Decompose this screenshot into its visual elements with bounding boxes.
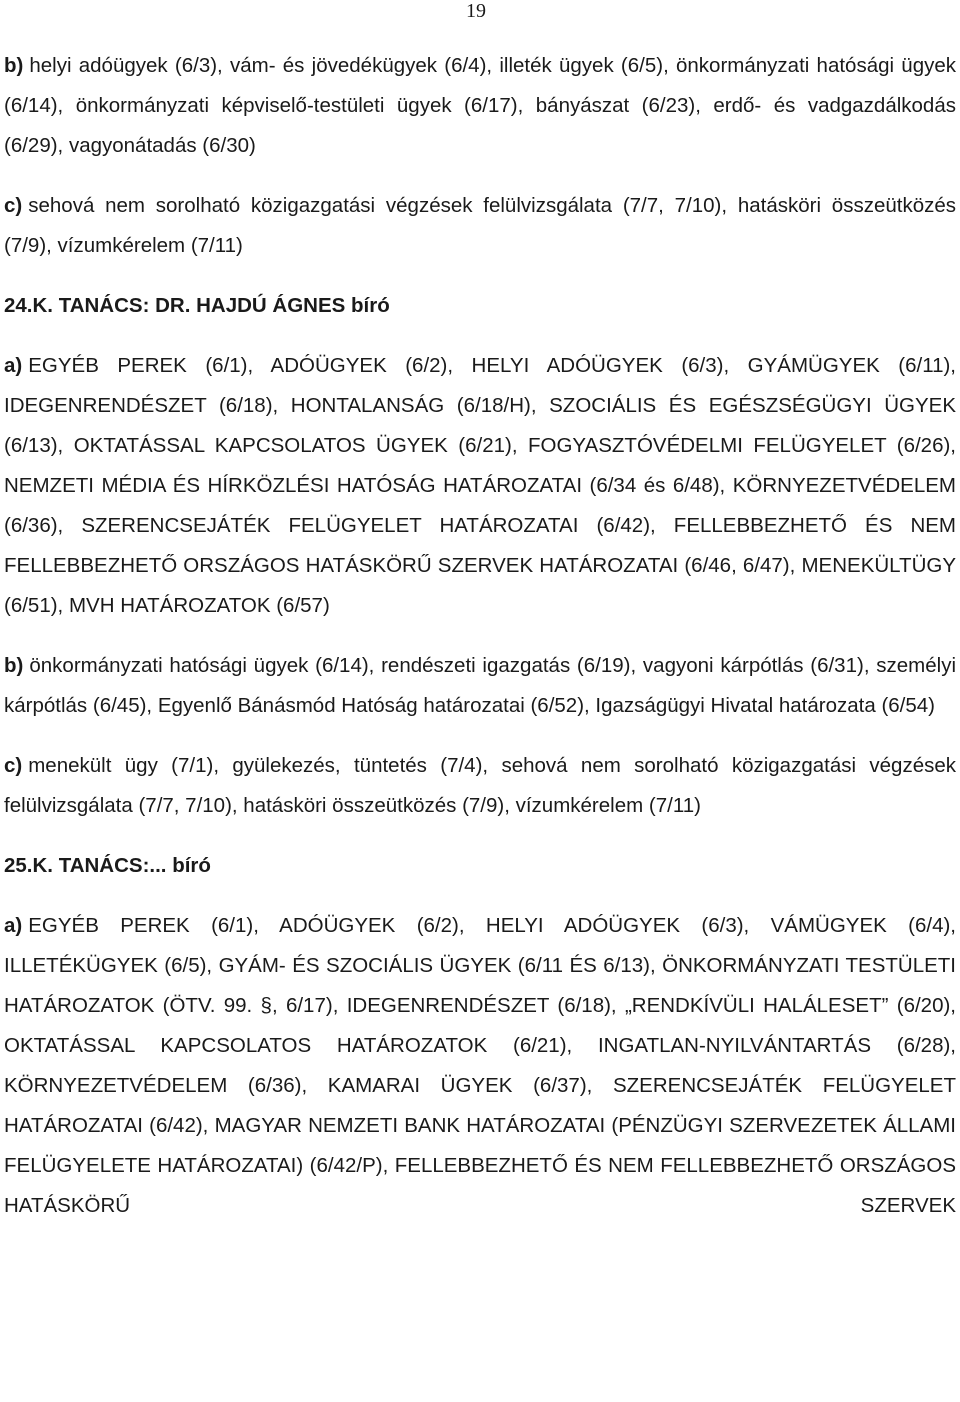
paragraph-a-council-25: [4, 906, 956, 1226]
paragraph-text: sehová nem sorolható közigazgatási végzések felülvizsgálata (7/7, 7/10), hatásköri összeütközés (7/9), vízumkérelem (7/11): [4, 194, 956, 257]
paragraph-c-council-24: [4, 746, 956, 826]
list-marker: c): [4, 194, 23, 217]
list-marker: b): [4, 654, 24, 677]
paragraph-text: helyi adóügyek (6/3), vám- és jövedékügyek (6/4), illeték ügyek (6/5), önkormányzati hatósági ügyek (6/14), önkormányzati képviselő-testületi ügyek (6/17), bányászat (6/23), erdő- és vadgazdálkodás (6/29), vagyonátadás (6/30): [4, 54, 956, 157]
paragraph-text: EGYÉB PEREK (6/1), ADÓÜGYEK (6/2), HELYI ADÓÜGYEK (6/3), VÁMÜGYEK (6/4), ILLETÉKÜGYEK (6/5), GYÁM- ÉS SZOCIÁLIS ÜGYEK (6/11 ÉS 6/13), ÖNKORMÁNYZATI TESTÜLETI HATÁROZATOK (ÖTV. 99. §, 6/17), IDEGENRENDÉSZET (6/18), „RENDKÍVÜLI HALÁLESET” (6/20), OKTATÁSSAL KAPCSOLATOS HATÁROZATOK (6/21), INGATLAN-NYILVÁNTARTÁS (6/28), KÖRNYEZETVÉDELEM (6/36), KAMARAI ÜGYEK (6/37), SZERENCSEJÁTÉK FELÜGYELET HATÁROZATAI (6/42), MAGYAR NEMZETI BANK HATÁROZATAI (PÉNZÜGYI SZERVEZETEK ÁLLAMI FELÜGYELETE HATÁROZATAI) (6/42/P), FELLEBBEZHETŐ ÉS NEM FELLEBBEZHETŐ ORSZÁGOS HATÁSKÖRŰ SZERVEK: [4, 914, 956, 1217]
list-marker: a): [4, 914, 23, 937]
list-marker: b): [4, 54, 24, 77]
document-body: [4, 46, 956, 1226]
paragraph-a-council-24: [4, 346, 956, 626]
list-marker: c): [4, 754, 23, 777]
council-heading-25: 25.K. TANÁCS:... bíró: [4, 854, 211, 877]
paragraph-text: EGYÉB PEREK (6/1), ADÓÜGYEK (6/2), HELYI ADÓÜGYEK (6/3), GYÁMÜGYEK (6/11), IDEGENRENDÉSZET (6/18), HONTALANSÁG (6/18/H), SZOCIÁLIS ÉS EGÉSZSÉGÜGYI ÜGYEK (6/13), OKTATÁSSAL KAPCSOLATOS ÜGYEK (6/21), FOGYASZTÓVÉDELMI FELÜGYELET (6/26), NEMZETI MÉDIA ÉS HÍRKÖZLÉSI HATÓSÁG HATÁROZATAI (6/34 és 6/48), KÖRNYEZETVÉDELEM (6/36), SZERENCSEJÁTÉK FELÜGYELET HATÁROZATAI (6/42), FELLEBBEZHETŐ ÉS NEM FELLEBBEZHETŐ ORSZÁGOS HATÁSKÖRŰ SZERVEK HATÁROZATAI (6/46, 6/47), MENEKÜLTÜGY (6/51), MVH HATÁROZATOK (6/57): [4, 354, 956, 617]
page-number: 19: [466, 0, 486, 22]
paragraph-c-misc-admin: [4, 186, 956, 266]
list-marker: a): [4, 354, 23, 377]
paragraph-b-local-tax: [4, 46, 956, 166]
council-heading-24: 24.K. TANÁCS: DR. HAJDÚ ÁGNES bíró: [4, 294, 390, 317]
paragraph-text: menekült ügy (7/1), gyülekezés, tüntetés (7/4), sehová nem sorolható közigazgatási végzések felülvizsgálata (7/7, 7/10), hatásköri összeütközés (7/9), vízumkérelem (7/11): [4, 754, 956, 817]
paragraph-b-council-24: [4, 646, 956, 726]
paragraph-text: önkormányzati hatósági ügyek (6/14), rendészeti igazgatás (6/19), vagyoni kárpótlás (6/31), személyi kárpótlás (6/45), Egyenlő Bánásmód Hatóság határozatai (6/52), Igazságügyi Hivatal határozata (6/54): [4, 654, 956, 717]
